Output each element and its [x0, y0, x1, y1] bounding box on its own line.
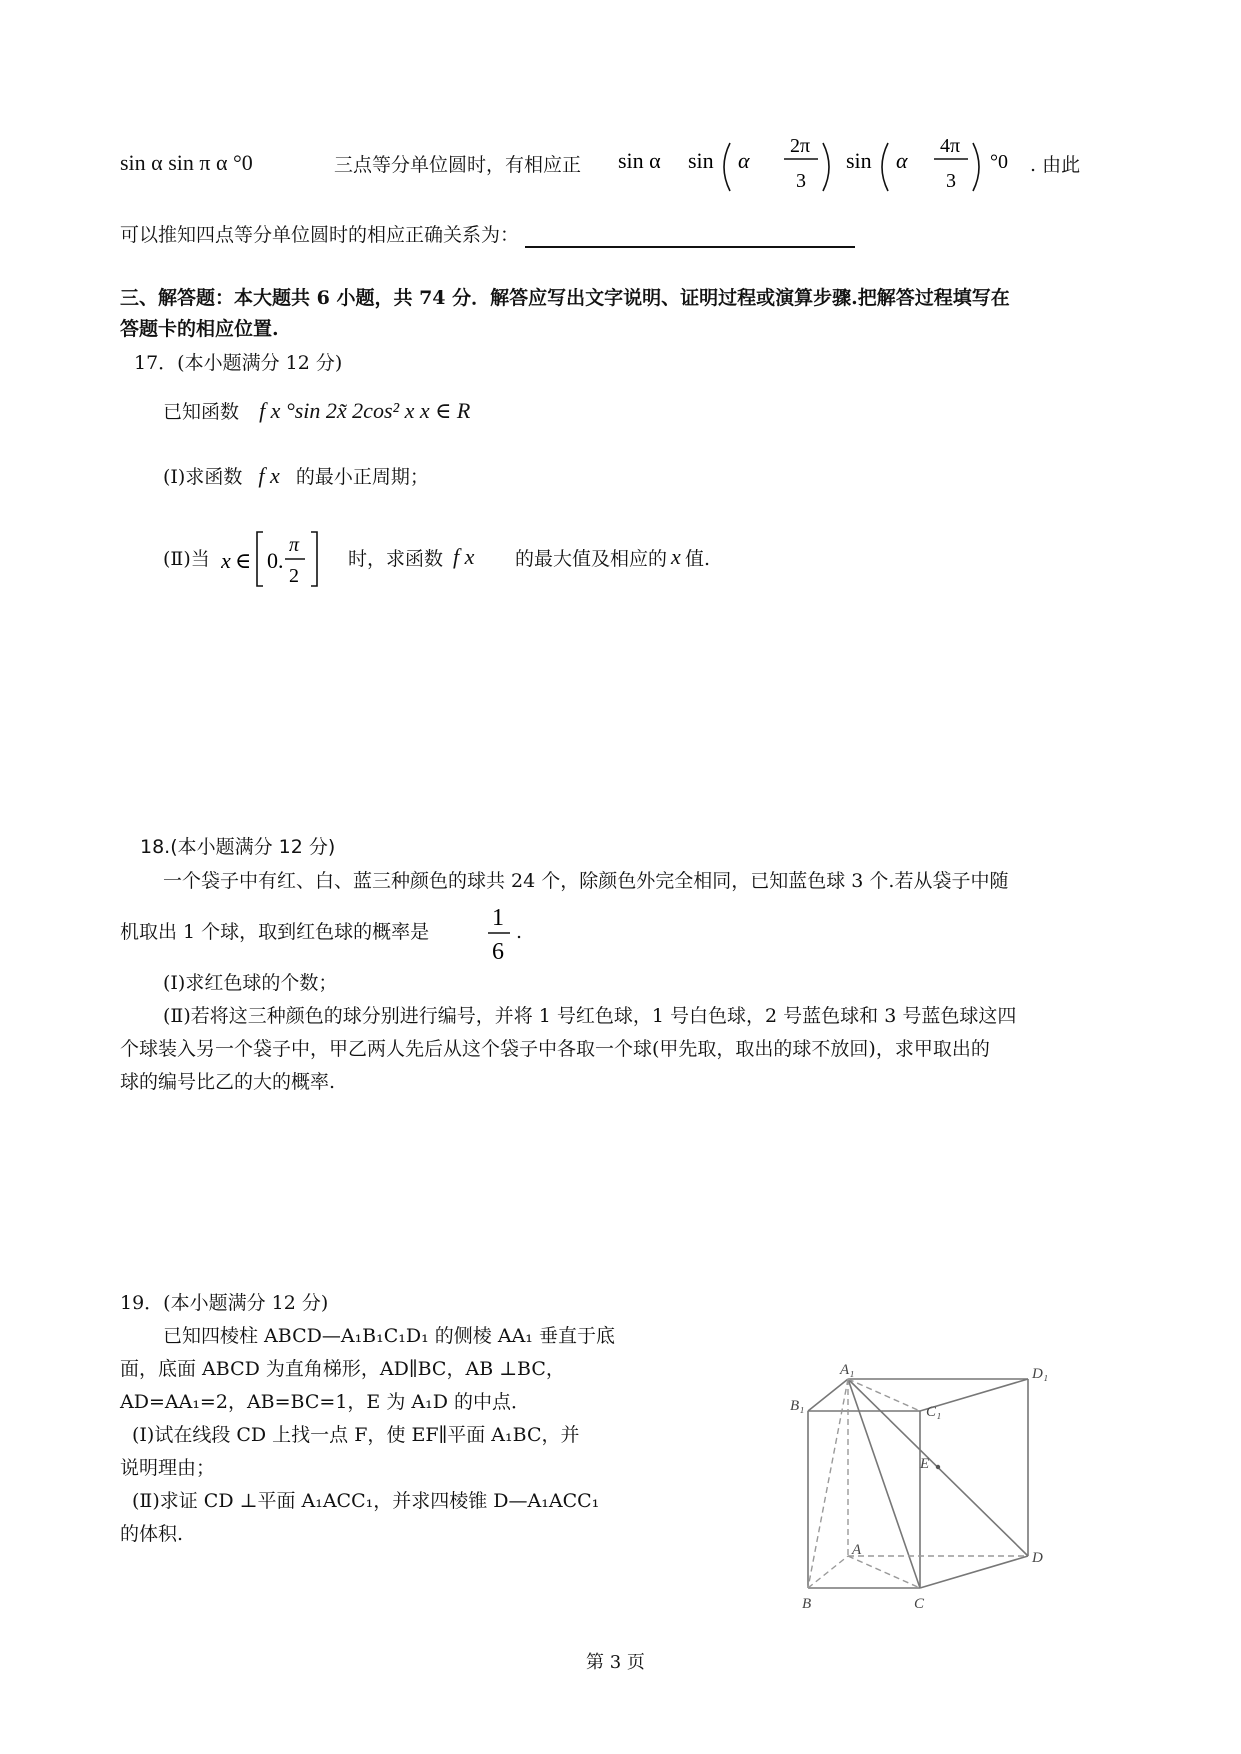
- svg-text:π: π: [289, 534, 300, 556]
- svg-text:3: 3: [796, 170, 806, 192]
- svg-text:4π: 4π: [940, 135, 961, 157]
- fragment-line2: 可以推知四点等分单位圆时的相应正确关系为：: [120, 222, 855, 248]
- label-C1: C₁: [926, 1404, 942, 1420]
- fragment-lhs-math: sin α sin π α °0: [120, 150, 253, 175]
- q17-given: [163, 398, 470, 425]
- q19-title: 19．(本小题满分 12 分): [120, 1292, 329, 1314]
- q17-part1-prefix: (Ⅰ)求函数: [163, 466, 243, 488]
- label-A: A: [852, 1542, 862, 1558]
- svg-text:1: 1: [492, 905, 504, 931]
- q17-part2-math: f x: [453, 544, 475, 569]
- label-B1: B₁: [790, 1398, 805, 1414]
- svg-text:x: x: [221, 548, 231, 573]
- q17-part2-prefix: (Ⅱ)当: [163, 548, 210, 570]
- label-A1: A₁: [840, 1362, 855, 1378]
- q18-line1: 一个袋子中有红、白、蓝三种颜色的球共 24 个，除颜色外完全相同，已知蓝色球 3 个.若从袋子中随: [163, 870, 1009, 892]
- q19-line3: AD=AA₁=2，AB=BC=1，E 为 A₁D 的中点．: [120, 1391, 530, 1413]
- label-B: B: [802, 1596, 812, 1612]
- label-D1: D₁: [1032, 1366, 1049, 1382]
- fragment-tail-text: . 由此: [1030, 154, 1081, 176]
- q17-part1-math: f x: [258, 463, 280, 488]
- label-C: C: [914, 1596, 925, 1612]
- svg-text:3: 3: [946, 170, 956, 192]
- answer-blank[interactable]: [525, 226, 855, 248]
- q19-line5: 说明理由；: [120, 1457, 216, 1479]
- section3-heading-2: 答题卡的相应位置.: [120, 318, 279, 340]
- svg-text:sin α: sin α: [618, 148, 661, 173]
- svg-text:6: 6: [492, 939, 504, 965]
- svg-text:α: α: [896, 148, 908, 173]
- prism-figure: [780, 1360, 1060, 1630]
- q18-part2-l3: 球的编号比乙的大的概率.: [120, 1071, 336, 1093]
- q17-given-math: f x °sin 2x̃ 2cos² x x ∈ R: [259, 398, 471, 423]
- svg-text:sin: sin: [688, 148, 714, 173]
- q17-part2-suffix: 时，求函数: [348, 548, 444, 570]
- q17-title: 17．(本小题满分 12 分): [134, 352, 343, 374]
- svg-text:sin: sin: [846, 148, 872, 173]
- q18-line2-prefix: 机取出 1 个球，取到红色球的概率是: [120, 921, 430, 943]
- q18-title: 18.(本小题满分 12 分): [140, 836, 336, 858]
- q17-part2-x: x: [671, 544, 681, 569]
- label-D: D: [1032, 1550, 1043, 1566]
- q19-line7: 的体积.: [120, 1523, 184, 1545]
- q18-part2-l2: 个球装入另一个袋子中，甲乙两人先后从这个袋子中各取一个球(甲先取，取出的球不放回)，求甲取出的: [120, 1038, 990, 1060]
- q19-line1: 已知四棱柱 ABCD—A₁B₁C₁D₁ 的侧棱 AA₁ 垂直于底: [163, 1325, 615, 1347]
- q18-line2-end: .: [516, 921, 523, 943]
- q19-line4: (Ⅰ)试在线段 CD 上找一点 F，使 EF∥平面 A₁BC，并: [132, 1424, 580, 1446]
- svg-text:°0: °0: [990, 151, 1008, 173]
- q17-part2: [163, 522, 863, 592]
- fragment-mid-text: 三点等分单位圆时，有相应正: [334, 154, 582, 176]
- q17-part2-end2: 值.: [685, 548, 711, 570]
- q18-line2: [120, 895, 720, 965]
- page-number: 第 3 页: [586, 1652, 645, 1673]
- q19-line6: (Ⅱ)求证 CD ⊥平面 A₁ACC₁，并求四棱锥 D—A₁ACC₁: [132, 1490, 600, 1512]
- fragment-rhs-math: [618, 125, 1048, 205]
- svg-text:0.: 0.: [267, 548, 284, 573]
- q17-part1-suffix: 的最小正周期；: [295, 466, 429, 488]
- q18-part2-l1: (Ⅱ)若将这三种颜色的球分别进行编号，并将 1 号红色球，1 号白色球，2 号蓝色球和 3 号蓝色球这四: [163, 1005, 1017, 1027]
- svg-text:2: 2: [289, 565, 299, 587]
- q17-given-prefix: 已知函数: [163, 401, 240, 423]
- svg-text:∈: ∈: [235, 548, 252, 573]
- q17-part2-end: 的最大值及相应的: [515, 548, 668, 570]
- q17-interval: [221, 526, 331, 590]
- label-E: E: [920, 1456, 930, 1472]
- svg-text:2π: 2π: [790, 135, 811, 157]
- section3-heading: 三、解答题：本大题共 6 小题，共 74 分．解答应写出文字说明、证明过程或演算步骤.把解答过程填写在: [120, 287, 1010, 309]
- svg-text:α: α: [738, 148, 750, 173]
- q17-part1: [163, 463, 429, 490]
- q19-line2: 面，底面 ABCD 为直角梯形，AD∥BC，AB ⊥BC，: [120, 1358, 565, 1380]
- q18-part1: (Ⅰ)求红色球的个数；: [163, 972, 338, 994]
